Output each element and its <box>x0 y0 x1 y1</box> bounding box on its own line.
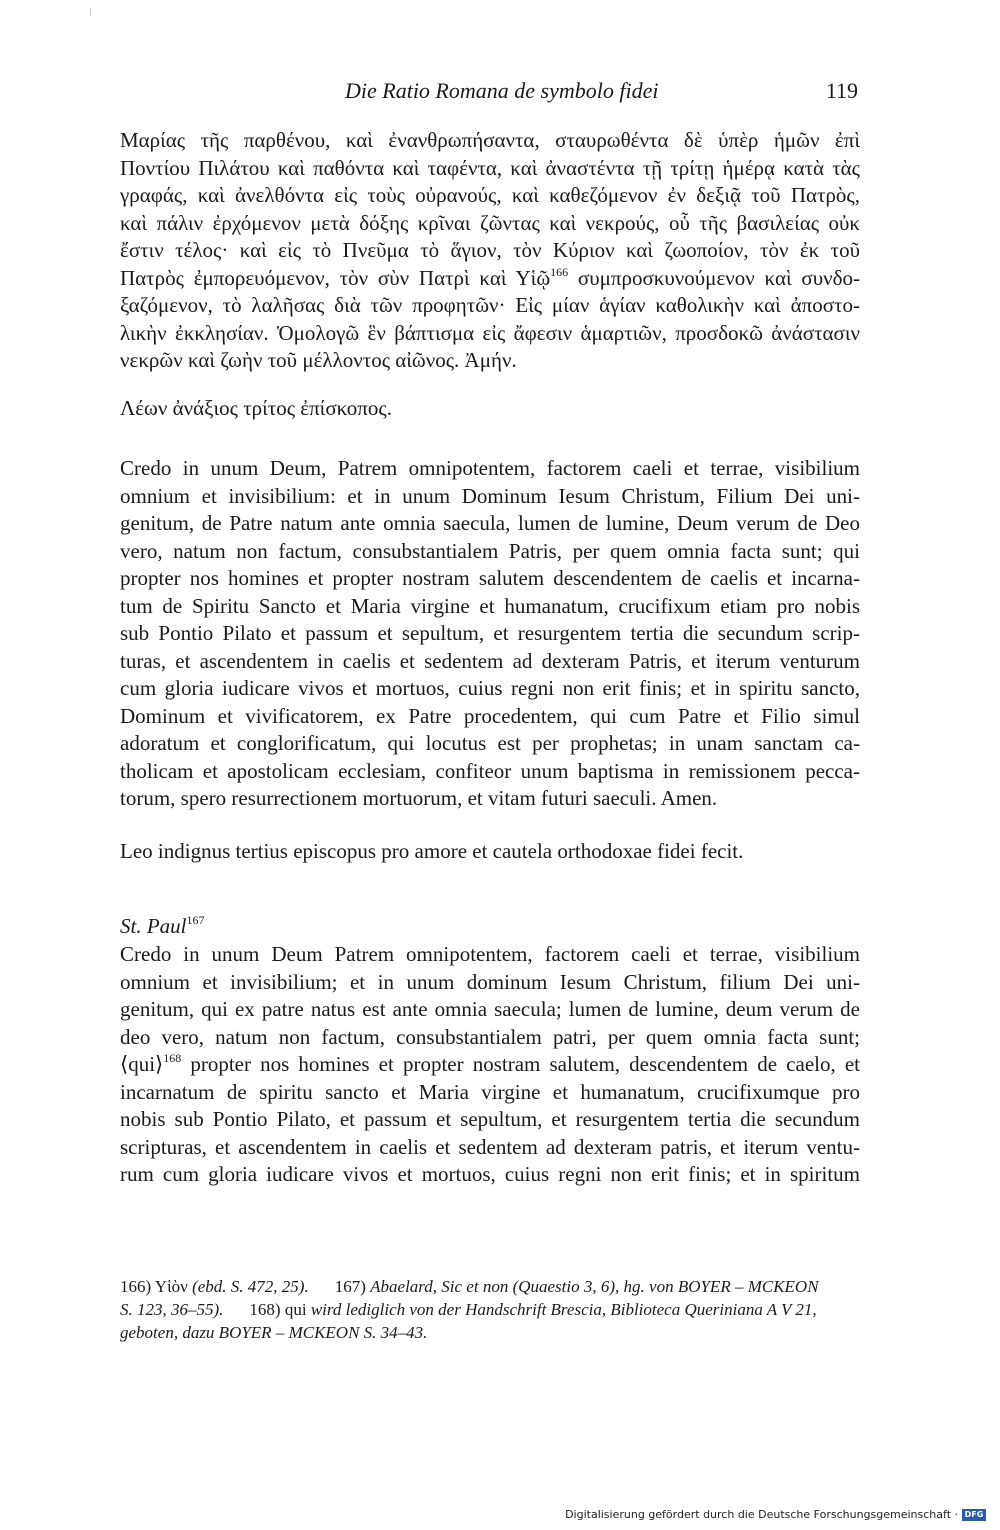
text-line: nobis sub Pontio Pilato, et passum et sepultum, et resurgentem tertia die secundum <box>120 1107 860 1131</box>
text-line: λικὴν ἐκκλησίαν. Ὁμολογῶ ἓν βάπτισμα εἰς ἄφεσιν ἁμαρτιῶν, προσδοκῶ ἀνάστασιν <box>120 320 860 345</box>
text-line: Ποντίου Πιλάτου καὶ παθόντα καὶ ταφέντα, καὶ ἀναστέντα τῇ τρίτῃ ἡμέρᾳ κατὰ τὰς <box>120 155 860 180</box>
text-line: turas, et ascendentem in caelis et sedentem ad dexteram Patris, et iterum venturum <box>120 648 860 673</box>
text-segment: propter nos homines et propter nostram salutem, descendentem de caelo, et <box>181 1052 860 1076</box>
text-line: omnium et invisibilium; et in unum dominum Iesum Christum, filium Dei uni- <box>120 969 860 994</box>
footnote-word: Υἱὸν <box>154 1277 188 1296</box>
page-number: 119 <box>825 78 858 103</box>
scan-mark <box>90 8 91 16</box>
running-title: Die Ratio Romana de symbolo fidei <box>345 78 659 103</box>
greek-signature <box>120 395 860 423</box>
latin-signature <box>120 838 860 866</box>
text-line: sub Pontio Pilato et passum et sepultum, et resurgentem tertia die secundum scrip- <box>120 621 860 645</box>
footnote-number: 168) <box>249 1300 281 1319</box>
latin-creed <box>120 455 860 813</box>
text-segment: ⟨qui⟩ <box>120 1052 164 1076</box>
footnotes <box>120 1275 860 1344</box>
footnote-number: 166) <box>120 1277 152 1296</box>
text-line: Credo in unum Deum, Patrem omnipotentem, factorem caeli et terrae, visibilium <box>120 456 860 480</box>
digitization-credit <box>565 1508 986 1521</box>
text-line: Credo in unum Deum Patrem omnipotentem, factorem caeli et terrae, visibilium <box>120 942 860 966</box>
text-line: ἔστιν τέλος· καὶ εἰς τὸ Πνεῦμα τὸ ἅγιον, τὸν Κύριον καὶ ζωοποίον, τὸν ἐκ τοῦ <box>120 238 860 262</box>
text-line: omnium et invisibilium: et in unum Dominum Iesum Christum, Filium Dei uni- <box>120 483 860 508</box>
text-line: genitum, de Patre natum ante omnia saecula, lumen de lumine, Deum verum de Deo <box>120 511 860 535</box>
text-line: Dominum et vivificatorem, ex Patre procedentem, qui cum Patre et Filio simul <box>120 703 860 728</box>
text-line <box>120 1051 860 1079</box>
text-line: καὶ πάλιν ἐρχόμενον μετὰ δόξης κρῖναι ζῶντας καὶ νεκρούς, οὗ τῆς βασιλείας οὐκ <box>120 210 860 235</box>
greek-creed <box>120 127 860 375</box>
text-line: vero, natum non factum, consubstantialem Patris, per quem omnia facta sunt; qui <box>120 538 860 563</box>
st-paul-creed <box>120 941 860 1189</box>
footnote-word: qui <box>284 1300 307 1319</box>
text-segment: συμπροσκυνούμενον καὶ συνδο- <box>568 265 860 290</box>
text-line: propter nos homines et propter nostram salutem descendentem de caelis et incarna- <box>120 566 860 590</box>
signature-line: Λέων ἀνάξιος τρίτος ἐπίσκοπος. <box>120 396 392 420</box>
text-line: adoratum et conglorificatum, qui locutus est per prophetas; in unam sanctam ca- <box>120 731 860 755</box>
footnote-number: 167) <box>334 1277 366 1296</box>
text-line: genitum, qui ex patre natus est ante omnia saecula; lumen de lumine, deum verum de <box>120 997 860 1021</box>
text-line: γραφάς, καὶ ἀνελθόντα εἰς τοὺς οὐρανούς, καὶ καθεζόμενον ἐν δεξιᾷ τοῦ Πατρὸς, <box>120 183 860 207</box>
footnote-text: wird lediglich von der Handschrift Brescia, Biblioteca Queriniana A V 21, <box>310 1300 817 1319</box>
text-line: cum gloria iudicare vivos et mortuos, cuius regni non erit finis; et in spiritu sancto, <box>120 676 860 700</box>
text-line: scripturas, et ascendentem in caelis et sedentem ad dexteram patris, et iterum ventu- <box>120 1134 860 1159</box>
text-line: deo vero, natum non factum, consubstantialem patri, per quem omnia facta sunt; <box>120 1024 860 1049</box>
running-head <box>120 78 860 112</box>
footnote-text: S. 123, 36–55). <box>120 1300 224 1319</box>
text-line: incarnatum de spiritu sancto et Maria virgine et humanatum, crucifixumque pro <box>120 1079 860 1104</box>
signature-line: Leo indignus tertius episcopus pro amore et cautela orthodoxae fidei fecit. <box>120 839 744 863</box>
footnote-ref-166: 166 <box>550 264 569 279</box>
text-line <box>120 265 860 293</box>
section-heading-st-paul <box>120 914 205 939</box>
text-line: tholicam et apostolicam ecclesiam, confiteor unum baptisma in remissionem pecca- <box>120 758 860 783</box>
text-line: rum cum gloria iudicare vivos et mortuos, cuius regni non erit finis; et in spiritum <box>120 1162 860 1186</box>
text-line: tum de Spiritu Sancto et Maria virgine et humanatum, crucifixum etiam pro nobis <box>120 593 860 618</box>
footnote-ref-167: 167 <box>186 913 205 927</box>
footnote-line <box>120 1275 860 1298</box>
credit-text: Digitalisierung gefördert durch die Deutsche Forschungsgemeinschaft · <box>565 1508 958 1521</box>
dfg-logo-icon: DFG <box>962 1509 986 1521</box>
footnote-ref-168: 168 <box>163 1051 182 1065</box>
text-line: ξαζόμενον, τὸ λαλῆσας διὰ τῶν προφητῶν· Εἰς μίαν ἁγίαν καθολικὴν καὶ ἀποστο- <box>120 293 860 317</box>
footnote-line <box>120 1321 860 1344</box>
text-line: νεκρῶν καὶ ζωὴν τοῦ μέλλοντος αἰῶνος. Ἀμήν. <box>120 348 517 372</box>
footnote-line <box>120 1298 860 1321</box>
footnote-text: Abaelard, Sic et non (Quaestio 3, 6), hg. von BOYER – MCKEON <box>370 1277 819 1296</box>
footnote-ref: (ebd. S. 472, 25). <box>192 1277 309 1296</box>
heading-text: St. Paul <box>120 914 187 938</box>
text-line: torum, spero resurrectionem mortuorum, et vitam futuri saeculi. Amen. <box>120 786 718 810</box>
text-line: Μαρίας τῆς παρθένου, καὶ ἐνανθρωπήσαντα, σταυρωθέντα δὲ ὑπὲρ ἡμῶν ἐπὶ <box>120 128 860 152</box>
text-segment: Πατρὸς ἐμπορευόμενον, τὸν σὺν Πατρὶ καὶ Υἱῷ <box>120 265 551 290</box>
footnote-text: geboten, dazu BOYER – MCKEON S. 34–43. <box>120 1323 428 1342</box>
